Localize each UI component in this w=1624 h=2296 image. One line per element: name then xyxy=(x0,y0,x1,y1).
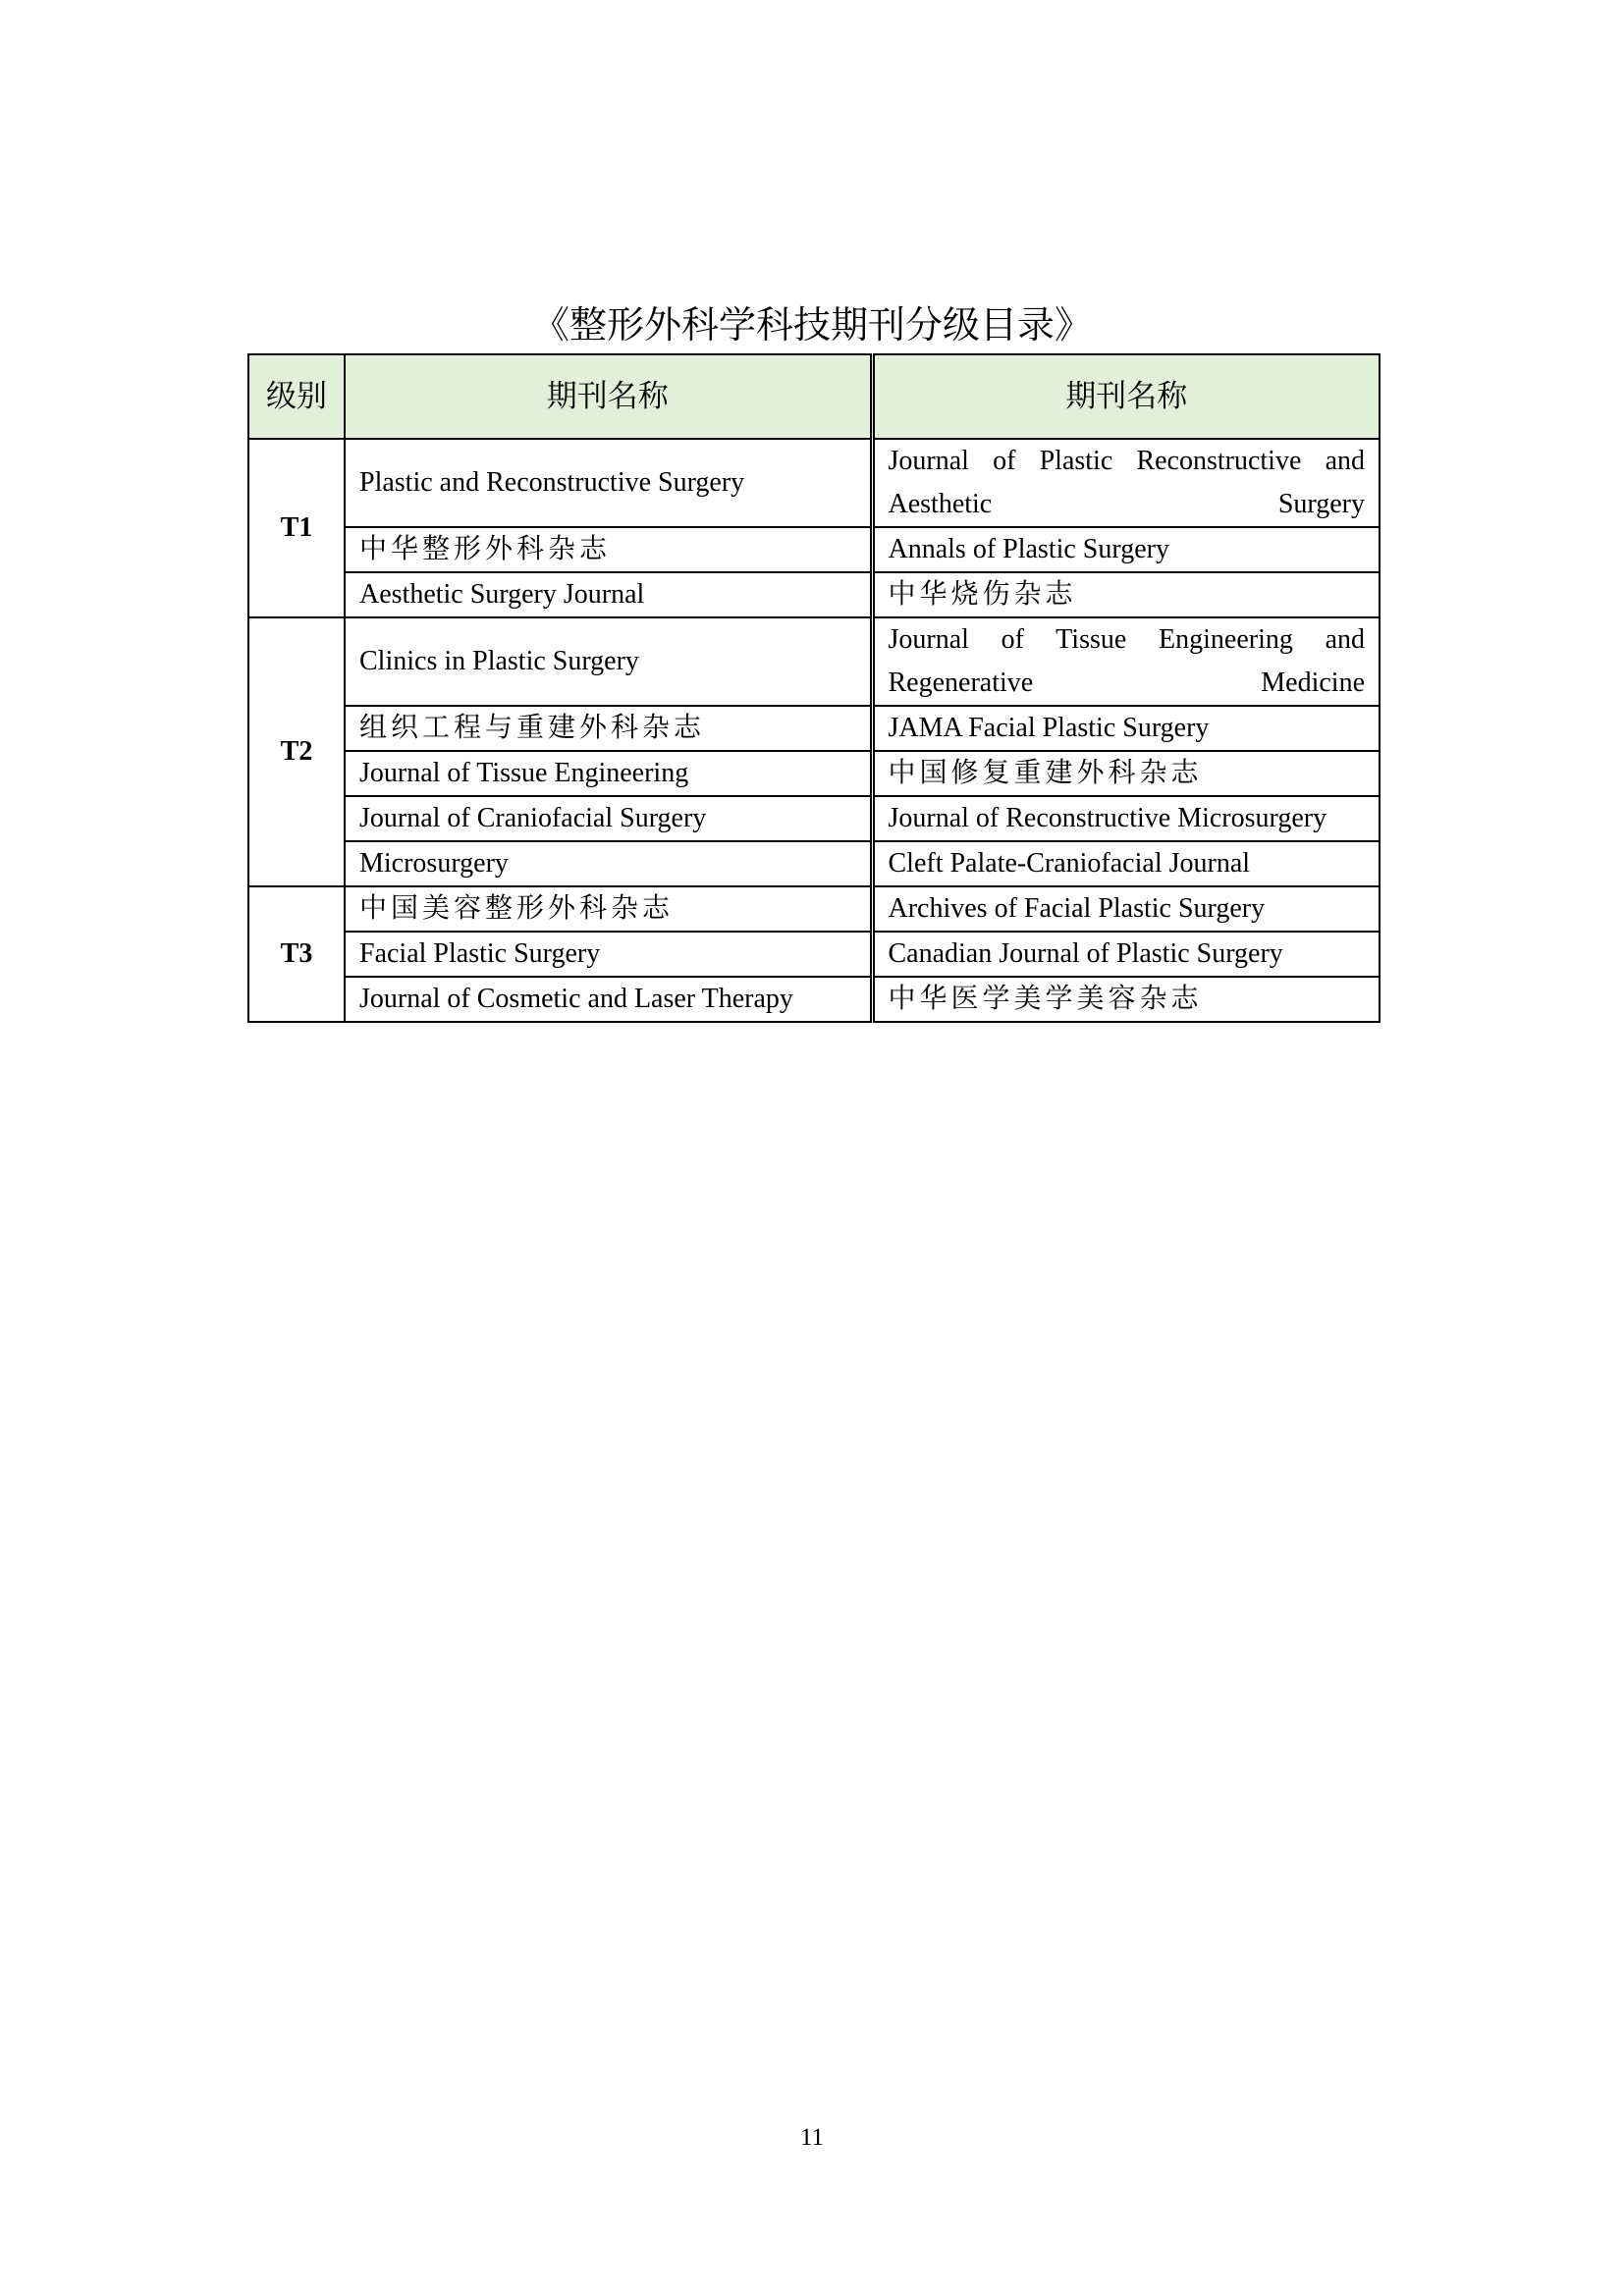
journal-cell: Archives of Facial Plastic Surgery xyxy=(872,886,1380,932)
table-row xyxy=(248,751,1380,796)
table-header-row xyxy=(248,354,1380,439)
document-title: 《整形外科学科技期刊分级目录》 xyxy=(531,303,1092,347)
table-row xyxy=(248,572,1380,617)
tier-label-t1: T1 xyxy=(248,439,345,617)
journal-cell: Facial Plastic Surgery xyxy=(345,932,872,977)
journal-cell: 组织工程与重建外科杂志 xyxy=(345,706,872,751)
table-row xyxy=(248,841,1380,886)
journal-cell-text: Journal of Tissue Engineering and Regenerative Medicine xyxy=(888,624,1365,698)
journal-cell: Aesthetic Surgery Journal xyxy=(345,572,872,617)
journal-cell: 中国修复重建外科杂志 xyxy=(872,751,1380,796)
journal-cell: JAMA Facial Plastic Surgery xyxy=(872,706,1380,751)
table-row xyxy=(248,796,1380,841)
table-row xyxy=(248,439,1380,527)
table-row xyxy=(248,706,1380,751)
journal-tier-table xyxy=(247,353,1380,1023)
journal-cell: 中华医学美学美容杂志 xyxy=(872,977,1380,1022)
tier-label-t3: T3 xyxy=(248,886,345,1022)
journal-cell: 中华烧伤杂志 xyxy=(872,572,1380,617)
table-row xyxy=(248,977,1380,1022)
header-journal-name-1: 期刊名称 xyxy=(345,354,872,439)
journal-cell: Journal of Reconstructive Microsurgery xyxy=(872,796,1380,841)
journal-cell: Journal of Cosmetic and Laser Therapy xyxy=(345,977,872,1022)
journal-cell: Journal of Tissue Engineering xyxy=(345,751,872,796)
journal-cell xyxy=(872,439,1380,527)
table-row xyxy=(248,527,1380,572)
journal-cell: Canadian Journal of Plastic Surgery xyxy=(872,932,1380,977)
journal-cell: Plastic and Reconstructive Surgery xyxy=(345,439,872,527)
journal-cell: Microsurgery xyxy=(345,841,872,886)
journal-cell xyxy=(872,617,1380,706)
tier-label-t2: T2 xyxy=(248,617,345,886)
journal-cell: 中国美容整形外科杂志 xyxy=(345,886,872,932)
table-row xyxy=(248,617,1380,706)
journal-cell: Cleft Palate-Craniofacial Journal xyxy=(872,841,1380,886)
table-row xyxy=(248,932,1380,977)
journal-cell-text: Journal of Plastic Reconstructive and Aesthetic Surgery xyxy=(888,446,1365,519)
journal-cell: Annals of Plastic Surgery xyxy=(872,527,1380,572)
table-row xyxy=(248,886,1380,932)
journal-cell: Clinics in Plastic Surgery xyxy=(345,617,872,706)
page-number: 11 xyxy=(799,2124,825,2151)
journal-cell: Journal of Craniofacial Surgery xyxy=(345,796,872,841)
header-level: 级别 xyxy=(248,354,345,439)
journal-cell: 中华整形外科杂志 xyxy=(345,527,872,572)
header-journal-name-2: 期刊名称 xyxy=(872,354,1380,439)
